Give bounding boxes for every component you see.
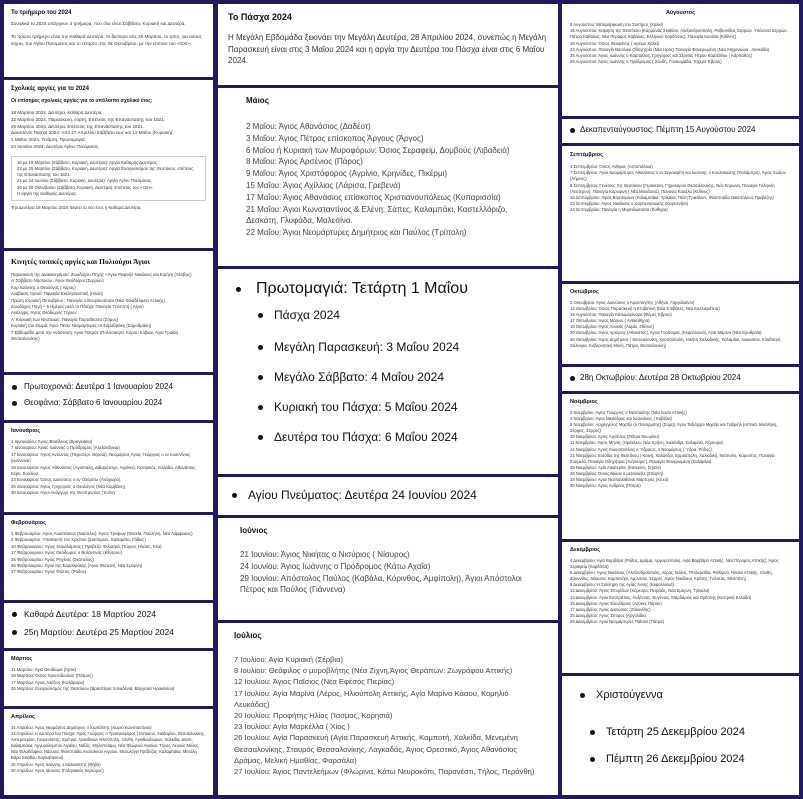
list-item: 6 Μαΐου ή Κυριακή των Μυροφόρων: Όσιος Σεραφείμ, Δομβούς (Λιβαδειά) — [246, 145, 510, 155]
list-item: 20 Ιουλίου: Προφήτης Ηλίας (Ίασμος, Κορησιά) — [234, 711, 393, 721]
list-item: 8 Μαΐου: Άγιος Αρσένιος (Πάρος) — [246, 157, 363, 167]
panel-title: Μάιος — [246, 96, 269, 105]
list-item: 29 Ιουνίου: Απόστολος Παύλος (Καβάλα, Κόρινθος, Αμφίπολη), Άγιοι Απόστολοι Πέτρος και Παύλος (Γιάννενα) — [240, 573, 522, 595]
panel-title: Φεβρουάριος — [11, 520, 46, 526]
panel-title: Το τριήμερο του 2024 — [11, 10, 72, 16]
panel-text: 3 Οκτωβρίου: Άγιος Διονύσιος ο Αρεοπαγίτης (Αθήνα, Γαργαλιάνοι) 14 Οκτωβρίου: Όσιος Παρασκευή η Επιβατινή (Νέα Επιβάτες, Νέα Καλλικράτεια) 15 Αυγούστου: Παναγία Κατωμαρίνορα (Φέρες Έβρου) 17 Οκτωβρίου: Άγιος Μάρων ( Αντικύθηρα) 18 Οκτωβρίου: Άγιος Λουκάς (Λαμία, Σθένας) 20 Οκτωβρίου: Άγιος Αρτέμιος (Αθανάτος), Άγιος Γεράσιμος (Κεφαλλονιά), Αγία Μαρίνα (Νέα Ερυθραία) 26 Οκτωβρίου: Άγιος Δημήτριος ( Θεσσαλονίκη, Χρυσούπολη, Νικήτη Χαλκιδικής, Καλαμάκι, Λοικασίου, Κλαδοτρό, Χάλουρα, Κυβερνητική Μονή, Πάτρα, Θεσσαλονίκη) — [570, 300, 782, 348]
list-item: 9 Μαΐου: Άγιος Χριστόφορος (Αγρίνιο, Κρηνίδες, Πικέρμι) — [246, 169, 448, 179]
list-item: 2 Μαΐου: Άγιος Αθανάσιος (Δαδέοτ) — [246, 122, 371, 131]
panel-text: 3 Νοεμβρίου: Άγιος Γεώργιος ο Νεαπολίτης (Νέα Ιωνία Αττικής) 4 Νοεμβρίου: Άγιοι Νικανδρος και Ιωαννίκιος ( Καβάλα) 8 Νοεμβρίου: Αρχάγγελος Μιχαήλ (ο Πανορμίτης) (Σύμη), Άγιοι Ταξιάρχαι Μιχαήλ και Γαβριήλ (Απτικό, Μυτιλήνη, Σέρφος, Σέρρες) 10 Νοεμβρίου: Άγιος Αρσένιος (Πάτρα Νεωρίου) 11 Νοεμβρίου: Άγιος Μηνάς (Ηράκλειο, Νέα Κρήνη, Χαλάνδρι, Σαλαμίνα, Κέρκυρα) 14 Νοεμβρίου: Άγιος Κωνσταντίνος ο Ύδραιος, ο Νεομάρτυς ( Ύδρα, Ρόδος) 21 Νοεμβρίου: Εισόδια της Θεοτόκου ( Καινή, Χαλάνδρι, Ερμούπολη, Χαλκιδική, Νεάπολη, Κάρυστος, Παναγία Σουμελά, Παναγία Οδηγήτρια ( Κέρκυρα ), Παναγία Φανερωμένη (Σαλαμίνα) 25 Νοεμβρίου: Αγία Αικατερίνη (Κατερίνη, Σητεία) 26 Νοεμβρίου: Όσιος Νίκων ο μετανοείτε (Σπάρτη) 28 Νοεμβρίου: Αγιοι Νεοπαναθάναι Μάρτυρες (Κίτεο) 30 Νοεμβρίου: Άγιος Ανδρέας (Πάτρα) — [570, 410, 778, 489]
panel-title: Δεκέμβριος — [570, 547, 600, 553]
list-item: 22 Μαΐου: Άγιοι Νεομάρτυρες Δημήτριος και Παύλος (Τρίπολη) — [246, 228, 467, 238]
panel-november — [562, 394, 799, 539]
panel-triimero — [4, 4, 213, 77]
panel-dekapentavgoustos — [562, 119, 799, 143]
panel-title: Οκτώβριος — [570, 289, 599, 295]
panel-school-holidays — [4, 80, 213, 248]
july-list — [234, 654, 542, 777]
panel-title: Ιούλιος — [234, 631, 262, 640]
list-item: Πρωτομαγιά: Τετάρτη 1 Μαΐου — [234, 279, 542, 299]
list-item: Καθαρά Δευτέρα: 18 Μαρτίου 2024 — [10, 608, 207, 620]
list-item: Πάσχα 2024 — [256, 307, 542, 323]
panel-text: 4 Δεκεμβρίου: Αγία Βαρβάρα (Ρόδος, Δράμα, Αργυρούπολη, Αγία Βαρβάρα Αττικής, Νέα Πέραμος Αττικής), Άγιος Σεραφείμ (Καρδίτσα) 6 Δεκεμβρίου: Άγιος Νικόλαος (Αλεξανδρούπολη, Λέρος, Βόλος, Πτολεμαΐδα, Ρεθύμνο, Νίκαια Αττικής, Ξάνθη, Ζάκυνθος, Νάουσα, Καρπενήσι, Αμύνταιο, Σέρρες, Άγιος Νικόλαος Κρήτης, Γαλατάς, Μεσσήνη) 9 Δεκεμβρίου: Η Σύλληψη της Αγίας Άννης (Κεφαλλονιά) 12 Δεκεμβρίου: Άγιος Σπυρίδων (Κέρκυρα, Πειραιάς, Νέα Σμύρνη, Τρίκαλα) 13 Δεκεμβρίου: Άγιοι Ευστράτιος, Αυξέντιος, Ευγένιος, Μαρδάριος και Ορέστης (Κεντρική Ελλάδα) 15 Δεκεμβρίου: Άγιος Ελευθέριος (Λεύκες Πάρου) 17 Δεκεμβρίου: Άγιος Διονύσιος (Ζάκυνθος) 25 Δεκεμβρίου: Άγιος Σπύρος (Αργολίδα) 29 Δεκεμβρίου: Άγιοι Νεομάρτυρες Παΐσιοι (Πάτρα) — [570, 558, 779, 624]
panel-january — [4, 423, 213, 512]
panel-text: 1 Φεβρουαρίου: Άγιος Αναστάσιος (Ναύπλιο), Άγιος Τρύφων (Φυτεία, Παλλήνη, Νέα Λάμψακος) 2 Φεβρουαρίου: Υπαπαντή του Χριστού (Σιατίσμων, Καλαμάτα, Γάδιες) 10 Φεβρουαρίου: Άγιος Χαράλαμπος ( Πρεβεζα: Φιλιατρά, Πύργος Ηλείας, Κέα) 17 Φεβρουαρίου: Άγιος Θεόδωρος ο Βυζαντινός (Κέντρου) 25 Φεβρουαρίου: Άγιος Ρηγίνος (Σκόπελος) 26 Φεβρουαρίου: Άγιοι της Σαμοθράκης (Αγιοι Φωτεινή, Νέα Σμύρνη) 27 Φεβρουαρίου: Άγιος Φώτιος (Ρόδος) — [11, 531, 193, 575]
panel-text: 14 Απριλίου: Άγιος Νεομάρτυς Δημήτριος ο Χιωπάλτης (Χωριό Κωνσταντίνου) 23 Απριλίου: Η Δευτέρα του Πάσχα: Άγιος Γεώργιος ο Τροπαιοφόρος ( Εστιαίου, Χαϊδαρίου, Θεσσαλονίκης, Αστεμπερίου, Γουμενίσσης, Ερέτρια, Αρκαδικών Ηλιούπολη, Ξάνθη, Αγιοθεοδώρων, Χαλκίδα, Δύστι, Καλαμπάκα, Αργυρολαμπού Αιγαίου, Ναξός, Μηλοπόταμο, Νέα Φλώρινα Αιγαίου, Τήνος, Λευκός Μύλος, Νέα Φιλαδέλφεια, Νάουσα, Φιλιππιάδα Ανατολικού Αιγαίου, Μεσολόγγι Πρέβεζας, Καλαμπάκα, Μεγάλη Βάρα Σκιάθου Καρλοβασίου) 25 Απριλίου: Άγιος Ιωάννης ο Καλαιοπτης (Θήβα) 30 Απριλίου: Άγιος Ιάσονας (Γαληνιακός Κερκύρας) — [11, 725, 205, 773]
list-item: 17 Ιουλίου: Αγία Μαρίνα (Λέρος, Ηλιούπολη Αττικής, Αγία Μαρίνα Κάσου, Κομηλιό Λευκάδας) — [234, 688, 509, 709]
panel-september — [562, 146, 799, 281]
panel-october — [562, 284, 799, 364]
panel-local-holidays — [4, 251, 213, 372]
panel-pascha — [218, 4, 558, 85]
panel-protomagia — [218, 269, 558, 474]
panel-text: 1 Ιανουαρίου: Άγιος Βασίλειος (Βραγκιάνα) 7 Ιανουαρίου: Άγιος Ιωάννης ο Πρόδρομος (Αλεξάνδρεια) 17 Ιανουαρίου: Άγιος Αντώνιος (Περιστέρι, Βέροια), Νεομάρτυς Άγιος Γεώργιος ο εν Ιωαννίνοις (Ιωάννινα) 18 Ιανουαρίου: Άγιος Αθανάσιος (Αγιόπαλη, Δίδυμότειχο, Αγρίνιο), Κεντρικός, Ελλάδα, Αθανάσιος, Κέρκ. Σουλίου 23 Ιανουαρίου: Όσιος Διονύσιος ο εν Ολύμπω (Λιτόχωρο) 25 Ιανουαρίου: Άγιος Γρηγόριος ο Θεολόγος (Νέα Καμβάνη) 30 Ιανουαρίου: Άγιοι Ανάργυρι της Θεσπρωτίας (Ίτυλο) — [11, 439, 197, 496]
list-item: Δευτέρα του Πάσχα: 6 Μαΐου 2024 — [256, 429, 542, 445]
list-item: 12 Ιουλίου: Άγιος Παΐσιος (Νέα Εφέσος Πιερίας) — [234, 677, 395, 687]
list-item: Πρωτοχρονιά: Δευτέρα 1 Ιανουαρίου 2024 — [10, 381, 207, 393]
list-item: 21 Μαΐου: Άγιοι Κωνσταντίνος & Ελένη: Σάπες, Καλαμπάκι, Καστελλόριζο, Δεσκάτη, Γλυφάδα, Μαλεσίνα. — [246, 204, 508, 226]
may-list — [246, 121, 530, 239]
panel-note: Την Δευτέρα 18 Μαρτίου 2024 πέφτει το νέο έτος η Καθαρά Δευτέρα. — [11, 205, 142, 210]
panel-christmas — [562, 676, 799, 795]
box-text: 16 με 18 Μαρτίου (Σάββατο, Κυριακή, Δευτέρα): Αργία Καθαρής Δευτέρας. 23 με 25 Μαρτίου (Σάββατο, Κυριακή, Δευτέρα): Αργία Ευαγγελισμού της Θεοτόκου, επέτειος της Επανάστασης του 1821. 22 με 24 Ιουνίου (Σάββατο, Κυριακή, Δευτέρα): Αργία Αγίου Πνεύματος. 26 με 28 Οκτωβρίου (Σάββατο, Κυριακή, Δευτέρα): Επέτειος του «ΟΧΙ». Η αργία της Καθαρής Δευτέρας — [17, 159, 194, 196]
panel-title: Αύγουστος — [665, 10, 696, 16]
panel-title: Μάρτιος — [11, 656, 33, 662]
panel-title: Κινητές τοπικές αργίες και Πολιούχοι Άγιοι — [11, 257, 151, 266]
list-item: Μεγάλη Παρασκευή: 3 Μαΐου 2024 — [256, 339, 542, 355]
list-item: Μεγάλο Σάββατο: 4 Μαΐου 2024 — [256, 369, 542, 385]
panel-title: Απρίλιος — [11, 714, 35, 720]
list-item: Πέμπτη 26 Δεκεμβρίου 2024 — [588, 752, 783, 767]
list-item: 3 Μαΐου: Άγιος Πέτρος επίσκοπος Άργους (Άργος) — [246, 133, 424, 143]
list-item: 21 Ιουνίου: Άγιος Νικήτας ο Νισύριος ( Νίσυρος) — [240, 550, 410, 559]
list-item: 7 Ιουλίου: Αγία Κυριακή (Σέρβια) — [234, 655, 344, 664]
panel-title: Νοέμβριος — [570, 399, 598, 405]
panel-subtitle: Οι επίσημες σχολικές αργίες για το υπόλοιπο σχολικό έτος: — [11, 98, 153, 104]
list-item: 25η Μαρτίου: Δευτέρα 25 Μαρτίου 2024 — [10, 626, 207, 638]
list-item: 23 Ιουλίου: Αγία Μαρκέλλα ( Χίος ) — [234, 722, 350, 732]
panel-text: Παρασκευή της Διακαινησίμου: Ζωοδόχου Πηγής • Άγιοι Ραφαήλ Νικόλαος και Ειρήνη (Λέσβος) Α' Σάββατο Νηστειών : Άγιοι Θεόδωροι (Σερρών) Κυρ Ιωάννης ο Θεολόγος ( Λέρος) Ανάβαση 'Ιησού: Παναγία Εκκλησιαστική (Ηλεία) Πρώτη Κυριακή Οκτωβρίου : Παναγία ο Βουρλιωτίσσα (Νέα Φιλαδέλφεια Αττικής) Ζωοδόχος Πηγή – 5 Ημέρες μετά το Πάσχα: Παναγία Τρύπητή ( Αίγιο) Ανάληψη: Άγιος Θεόδωρος Τήρων Α' Κυριακή των Νηστειών: Παναγία Πορταΐτισσα (Σάμος) Κυριακή του Θωμά: Άγιοι Πέντε Νεομάρτυρες εν Σαμοθράκη (Σαμοθράκη) 7 Εβδομάδα μετά την Ανάσταση: Άγιοι Πατρός (Πολύσιατρα, Κύρου Κόβιαν, Άγια Τριάδα Θεσσαλονίκης) — [11, 272, 192, 342]
panel-april — [4, 709, 213, 795]
list-item: Δεκαπενταύγουστος: Πέμπτη 15 Αυγούστου 2024 — [568, 124, 793, 136]
panel-february — [4, 515, 213, 600]
list-item: Αγίου Πνεύματος: Δευτέρα 24 Ιουνίου 2024 — [230, 487, 546, 503]
list-item: 8 Ιουλίου: Θεόφιλος ο μυροβλήτης (Νέα Ζίχνη,Άγιος Θεράπων: Ζωγράφου Αττικής) — [234, 666, 513, 676]
panel-june — [218, 518, 558, 620]
panel-text: Συνολικά το 2024 υπάρχουν 4 τριήμερα, που όλα είναι Σάββατο, Κυριακή και Δευτέρα. Το πρώτο τριήμερο είναι την Καθαρά Δευτέρα, το δεύτερο στις 25 Μαρτίου, το τρίτο, για όσους ισχύει, του Αγίου Πνεύματος και το τέταρτο στις 28 Οκτωβρίου, με την επέτειο του «ΟΧΙ». — [11, 21, 202, 46]
panel-title: Το Πάσχα 2024 — [228, 12, 292, 22]
panel-december — [562, 542, 799, 673]
list-item: Θεοφάνια: Σάββατο 6 Ιανουαρίου 2024 — [10, 397, 207, 409]
panel-january-dates — [4, 375, 213, 420]
panel-text: 4 Σεπτεμβρίου: Όσιος Ανθιμος (Αστυπάλαια) 7 Σεπτεμβρίου: Άγιοι Νεομάρτυρες Αθανάσιος ο εν Σερακιρίτη και Ιωάννης ο Κουλακιώτης (Καλάμπρα), Άγιος Σώζων (Λήμνος) 8 Σεπτεμβρίου: Γενέσιος της Θεοτόκου (Γερακίτσα, Γηρακαρού Θεσσαλονίκης, Νέα Κορωνη, Παναγία Γαληνόη (Λευτέρου), Παναγία Κορυφινή ( Νέα Μουδανιά), Παναγία Κανάλα (Κύθνος) 15 Σεπτεμβρίου: Άγιος Βησσαρίων (Καλαμπάκα, Τρίκαλα, Πύλη Τρικάλων, Φιλιππιάδα Νικοπόλεως Πρεβέζης) 23 Σεπτεμβρίου: Άγιος Νικόλαος ο Καρπενησιώτης (Καρπενήσι) 24 Σεπτεμβρίου: Παναγία η Μυρτιδιώτισσα (Κύθηρα) — [570, 164, 786, 213]
panel-title: Σχολικές αργίες για το 2024 — [11, 86, 89, 92]
panel-pentecost — [218, 477, 558, 515]
panel-title: Σεπτέμβριος — [570, 152, 603, 158]
long-weekends-box — [11, 156, 206, 201]
list-item: Τετάρτη 25 Δεκεμβρίου 2024 — [588, 725, 783, 740]
panel-text: 18 Μαρτίου 2024, Δευτέρα, Καθαρά Δευτέρα. 22 Μαρτίου 2024, Παρασκευή, εορτή, Επέτειος της Επανάστασης του 1821. 25 Μαρτίου 2024, Δευτέρα, Επέτειος της Επανάστασης του 1821. Δεκαπέντε Πάσχα 2024: Από 27 Απριλίου Σάββατο έως και 12 Μαΐου (Κυριακή). 1 Μαΐου 2024, Τετάρτη, Πρωτομαγιά. 24 Ιουνίου 2024, Δευτέρα Αγίου Πνεύματος. — [11, 110, 174, 149]
list-item: 28η Οκτωβρίου: Δευτέρα 28 Οκτωβρίου 2024 — [568, 372, 793, 384]
panel-text: 6 Αυγούστου: Μεταμόρφωση του Σωτήρος (Χαλκί) 15 Αυγούστου: Κοίμηση της Θεοτόκου (Καρμανάς Σκιάθου, Αλεξανδρούπολη, Ραβεννίδας Σερρών, Υπάντειο Σερρών, Πάτρα Καβάλας, Νέα Περαμος Καβάλας, Ελληνικό Καρδίτσας), Παναγία Κανάλα (Κύθνος) 18 Αυγούστου: Όσιος Θεοφάνης ( Ιερέων Χαλκί) 23 Αυγούστου: Παναγία Βασιλικό Οδηγητρία (Νέα Ηράς) Παναγία Φανερωμένη (Νέα Μηχανιώνα , Λευκάδα) 25 Αυγούστου: Άγιος Ιωάννης ο Καρπάθιος, Γρηγόριος και Σέργιος Ήτρου Καρπάθου ( Κάρπαθος) 29 Αυγούστου: Άγιος Ιωάννης ο Πρόδρομος ( Σάνδη, Γοσκωμάδα, Τοχερό Έβρου) — [570, 22, 788, 65]
panel-may — [218, 88, 558, 266]
panel-march-dates — [4, 603, 213, 648]
panel-march — [4, 651, 213, 706]
list-item: 24 Ιουνίου: Άγιος Ιωάννης ο Πρόδρομος (Κάτω Αχαΐα) — [240, 561, 431, 571]
panel-text: 11 Μαρτίου: Άγια Θεοδώρα (Άρτα) 16 Μαρτίου: Όσιος Χριστόδουλος (Πάτμος) 17 Μαρτίου: Άγιος Αλέξιος (Καλάμαρα) 25 Μαρτίου: Ευαγγελισμός της Θεοτόκου (Βραστέρια Χολαδένια, Βαγγελιά Ηρακλείου) — [11, 667, 175, 692]
list-item: Κυριακή του Πάσχα: 5 Μαΐου 2024 — [256, 399, 542, 415]
panel-july — [218, 623, 558, 795]
june-list — [240, 549, 536, 596]
list-item: 26 Ιουλίου: Αγία Παρασκευή (Αγία Παρασκευή Αττικής, Καμποτή, Χαλκίδα, Μενεμένη Θεσσαλονίκης, Σταυρός Θεσσαλονίκης, Λαγκαδάς, Άγιος Ορεστικό, Άγιος Αθανάσιος Δράμας, Μελική Ημαθίας, Φαρσάλα) — [234, 733, 518, 765]
panel-okhi — [562, 367, 799, 391]
list-item: 17 Μαΐου: Άγιος Αθανάσιος επίσκοπος Χριστιανουπόλεως (Κυπαρισσία) — [246, 192, 501, 202]
panel-august — [562, 4, 799, 116]
list-item: Χριστούγεννα — [578, 688, 783, 703]
list-item: 27 Ιουλίου: Άγιος Παντελεήμων (Φλώρινα, Κάτω Νευροκόπι, Παρανέστι, Τήλος, Περάνθη) — [234, 767, 535, 777]
panel-title: Ιανουάριος — [11, 428, 41, 434]
list-item: 15 Μαΐου: Άγιος Αχίλλιος (Λάρισα, Γρεβενά) — [246, 180, 401, 190]
panel-text: Η Μεγάλη Εβδομάδα ξεκινάει την Μεγάλη Δευτέρα, 28 Απριλίου 2024, συνεπώς η Μεγάλη Παρασκευή είναι στις 3 Μαΐου 2024 και η αργία την Δευτέρα του Πάσχα είναι στις 6 Μαΐου 2024. — [228, 33, 547, 65]
panel-title: Ιούνιος — [240, 526, 268, 535]
